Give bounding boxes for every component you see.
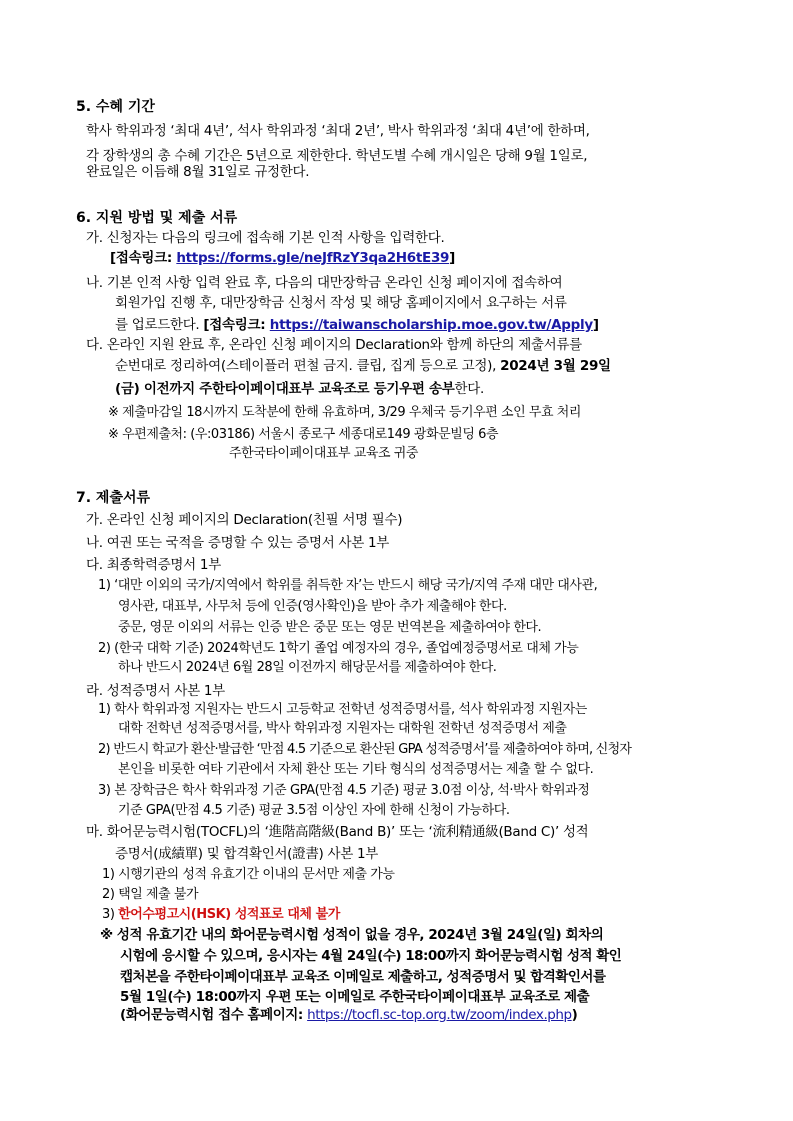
- item-number: 3): [102, 907, 119, 922]
- section-7-heading: 7. 제출서류: [76, 490, 151, 506]
- s7-ra-sub: 3) 본 장학금은 학사 학위과정 기준 GPA(만점 4.5 기준) 평균 3.0점 이상, 석·박사 학위과정: [98, 783, 590, 798]
- s7-ma-sub: [102, 906, 340, 924]
- s7-warning-note-cont: 캡처본을 주한타이페이대표부 교육조 이메일로 제출하고, 성적증명서 및 합격확인서를: [120, 969, 606, 985]
- deadline-date: 2024년 3월 29일: [500, 358, 611, 374]
- section-6-heading: 6. 지원 방법 및 제출 서류: [76, 210, 238, 226]
- link-suffix: ]: [449, 250, 456, 266]
- s7-da-sub-cont: 영사관, 대표부, 사무처 등에 인증(영사확인)을 받아 추가 제출해야 한다.: [118, 599, 507, 614]
- s7-ma-sub: 2) 택일 제출 불가: [102, 887, 199, 902]
- s7-da-sub-cont: 하나 반드시 2024년 6월 28일 이전까지 해당문서를 제출하여야 한다.: [118, 660, 497, 675]
- s6-item-na: 나. 기본 인적 사항 입력 완료 후, 다음의 대만장학금 온라인 신청 페이지에 접속하여: [86, 275, 563, 291]
- s7-warning-note-cont: 5월 1일(수) 18:00까지 우편 또는 이메일로 주한국타이페이대표부 교육조로 제출: [120, 989, 590, 1005]
- s6-item-da-cont: [115, 380, 484, 398]
- s6-item-ga: 가. 신청자는 다음의 링크에 접속해 기본 인적 사항을 입력한다.: [86, 230, 445, 246]
- na-text: 를 업로드한다.: [115, 317, 204, 333]
- s7-da-sub: 2) (한국 대학 기준) 2024학년도 1학기 졸업 예정자의 경우, 졸업예정증명서로 대체 가능: [98, 641, 579, 656]
- section-5-heading: 5. 수혜 기간: [76, 99, 155, 115]
- deadline-instruction: (금) 이전까지 주한타이페이대표부 교육조로 등기우편 송부: [115, 381, 455, 397]
- tocfl-link[interactable]: https://tocfl.sc-top.org.tw/zoom/index.php: [307, 1007, 572, 1023]
- s7-da-sub: 1) ‘대만 이외의 국가/지역에서 학위를 취득한 자’는 반드시 해당 국가/지역 주재 대만 대사관,: [98, 578, 598, 593]
- taiwan-scholarship-link[interactable]: https://taiwanscholarship.moe.gov.tw/Apply: [269, 317, 593, 333]
- s6-note-cont: 주한국타이페이대표부 교육조 귀중: [229, 446, 418, 461]
- tocfl-text-end: ): [571, 1007, 578, 1023]
- s7-warning-note: ※ 성적 유효기간 내의 화어문능력시험 성적이 없을 경우, 2024년 3월 24일(일) 회차의: [100, 927, 604, 943]
- s7-item-ra: 라. 성적증명서 사본 1부: [86, 683, 225, 699]
- s6-item-na-cont: [115, 316, 599, 334]
- s7-ma-sub: 1) 시행기관의 성적 유효기간 이내의 문서만 제출 가능: [102, 867, 395, 882]
- hsk-warning: 한어수평고시(HSK) 성적표로 대체 불가: [118, 907, 340, 922]
- s7-ra-sub: 2) 반드시 학교가 환산·발급한 ‘만점 4.5 기준으로 환산된 GPA 성적증명서’를 제출하여야 하며, 신청자: [98, 742, 632, 757]
- s5-paragraph-line: 학사 학위과정 ‘최대 4년’, 석사 학위과정 ‘최대 2년’, 박사 학위과정 ‘최대 4년’에 한하며,: [86, 123, 590, 139]
- s7-ra-sub: 1) 학사 학위과정 지원자는 반드시 고등학교 전학년 성적증명서를, 석사 학위과정 지원자는: [98, 702, 587, 717]
- s7-item-na: 나. 여권 또는 국적을 증명할 수 있는 증명서 사본 1부: [86, 535, 390, 551]
- s7-ra-sub-cont: 대학 전학년 성적증명서를, 박사 학위과정 지원자는 대학원 전학년 성적증명서 제출: [118, 721, 567, 736]
- s7-item-ma-cont: 증명서(成績單) 및 합격확인서(證書) 사본 1부: [115, 846, 379, 862]
- s7-ra-sub-cont: 기준 GPA(만점 4.5 기준) 평균 3.5점 이상인 자에 한해 신청이 가능하다.: [118, 803, 510, 818]
- s6-item-da: 다. 온라인 지원 완료 후, 온라인 신청 페이지의 Declaration와 함께 하단의 제출서류를: [86, 337, 582, 353]
- s7-ra-sub-cont: 본인을 비롯한 여타 기관에서 자체 환산 또는 기타 형식의 성적증명서는 제출 할 수 없다.: [118, 762, 594, 777]
- link-prefix: [접속링크:: [203, 317, 270, 333]
- s5-paragraph-line: 완료일은 이듬해 8월 31일로 규정한다.: [86, 164, 310, 180]
- s7-warning-note-cont: 시험에 응시할 수 있으며, 응시자는 4월 24일(수) 18:00까지 화어문능력시험 성적 확인: [120, 948, 622, 964]
- s6-item-da-cont: [115, 357, 611, 375]
- da-text: 순번대로 정리하여(스테이플러 편철 금지. 클립, 집게 등으로 고정),: [115, 358, 501, 374]
- s6-note: ※ 우편제출처: (우:03186) 서울시 종로구 세종대로149 광화문빌딩 6층: [108, 427, 499, 442]
- google-form-link[interactable]: https://forms.gle/neJfRzY3qa2H6tE39: [176, 250, 450, 266]
- s7-item-da: 다. 최종학력증명서 1부: [86, 557, 221, 573]
- s7-da-sub-cont: 중문, 영문 이외의 서류는 인증 받은 중문 또는 영문 번역본을 제출하여야 한다.: [118, 620, 542, 635]
- da-text-end: 한다.: [454, 381, 485, 397]
- link-prefix: [접속링크:: [110, 250, 177, 266]
- link-suffix: ]: [592, 317, 599, 333]
- s6-note: ※ 제출마감일 18시까지 도착분에 한해 유효하며, 3/29 우체국 등기우편 소인 무효 처리: [108, 405, 582, 420]
- s6-item-na-cont: 회원가입 진행 후, 대만장학금 신청서 작성 및 해당 홈페이지에서 요구하는 서류: [115, 295, 567, 311]
- s7-item-ga: 가. 온라인 신청 페이지의 Declaration(친필 서명 필수): [86, 512, 403, 528]
- s7-warning-note-cont: [120, 1006, 577, 1024]
- tocfl-text: (화어문능력시험 접수 홈페이지:: [120, 1007, 308, 1023]
- s6-ga-link-line: [110, 249, 455, 267]
- s7-item-ma: 마. 화어문능력시험(TOCFL)의 ‘進階高階級(Band B)’ 또는 ‘流利精通級(Band C)’ 성적: [86, 824, 589, 840]
- s5-paragraph-line: 각 장학생의 총 수혜 기간은 5년으로 제한한다. 학년도별 수혜 개시일은 당해 9월 1일로,: [86, 148, 588, 164]
